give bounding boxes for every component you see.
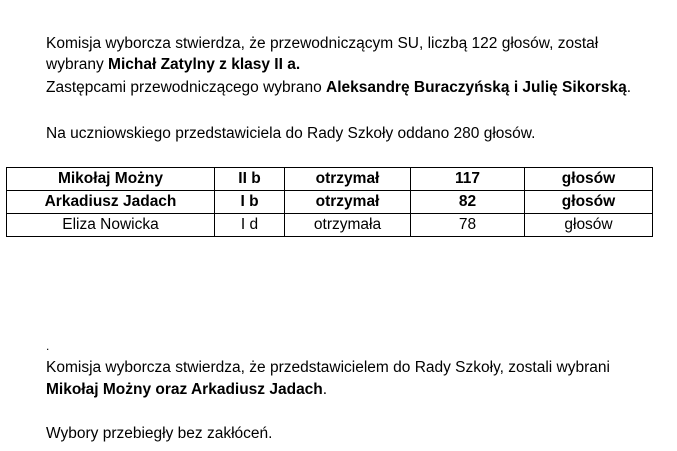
votes-unit-cell: głosów (525, 214, 653, 237)
results-table (6, 167, 653, 237)
text-suffix: . (322, 381, 328, 398)
representatives-names: Mikołaj Możny oraz Arkadiusz Jadach (46, 381, 323, 398)
candidate-name-cell: Mikołaj Możny (7, 168, 215, 191)
text-suffix: . (626, 79, 631, 96)
received-verb-cell: otrzymała (285, 214, 411, 237)
vice-presidents-names: Aleksandrę Buraczyńską i Julię Sikorską (326, 79, 627, 96)
representatives-text-line-2 (46, 380, 327, 399)
candidate-name-cell: Arkadiusz Jadach (7, 191, 215, 214)
vice-presidents-text (46, 78, 631, 97)
votes-count-cell: 82 (411, 191, 525, 214)
table-row (7, 191, 653, 214)
candidate-class-cell: I b (215, 191, 285, 214)
election-result-text-line-1: Komisja wyborcza stwierdza, że przewodniczącym SU, liczbą 122 głosów, został (46, 35, 599, 52)
text-prefix: Zastępcami przewodniczącego wybrano (46, 79, 326, 96)
received-verb-cell: otrzymał (285, 191, 411, 214)
received-verb-cell: otrzymał (285, 168, 411, 191)
closing-text: Wybory przebiegły bez zakłóceń. (46, 425, 273, 442)
votes-count-cell: 117 (411, 168, 525, 191)
representatives-text-line-1: Komisja wyborcza stwierdza, że przedstawicielem do Rady Szkoły, zostali wybrani (46, 359, 610, 376)
table-row (7, 214, 653, 237)
votes-cast-text: Na uczniowskiego przedstawiciela do Rady Szkoły oddano 280 głosów. (46, 125, 536, 142)
text-prefix: wybrany (46, 56, 109, 73)
stray-dot: . (46, 339, 50, 353)
candidate-class-cell: I d (215, 214, 285, 237)
votes-unit-cell: głosów (525, 168, 653, 191)
president-name: Michał Zatylny z klasy II a. (108, 56, 301, 73)
table-row (7, 168, 653, 191)
votes-unit-cell: głosów (525, 191, 653, 214)
election-result-text-line-2 (46, 55, 300, 74)
candidate-name-cell: Eliza Nowicka (7, 214, 215, 237)
candidate-class-cell: II b (215, 168, 285, 191)
votes-count-cell: 78 (411, 214, 525, 237)
